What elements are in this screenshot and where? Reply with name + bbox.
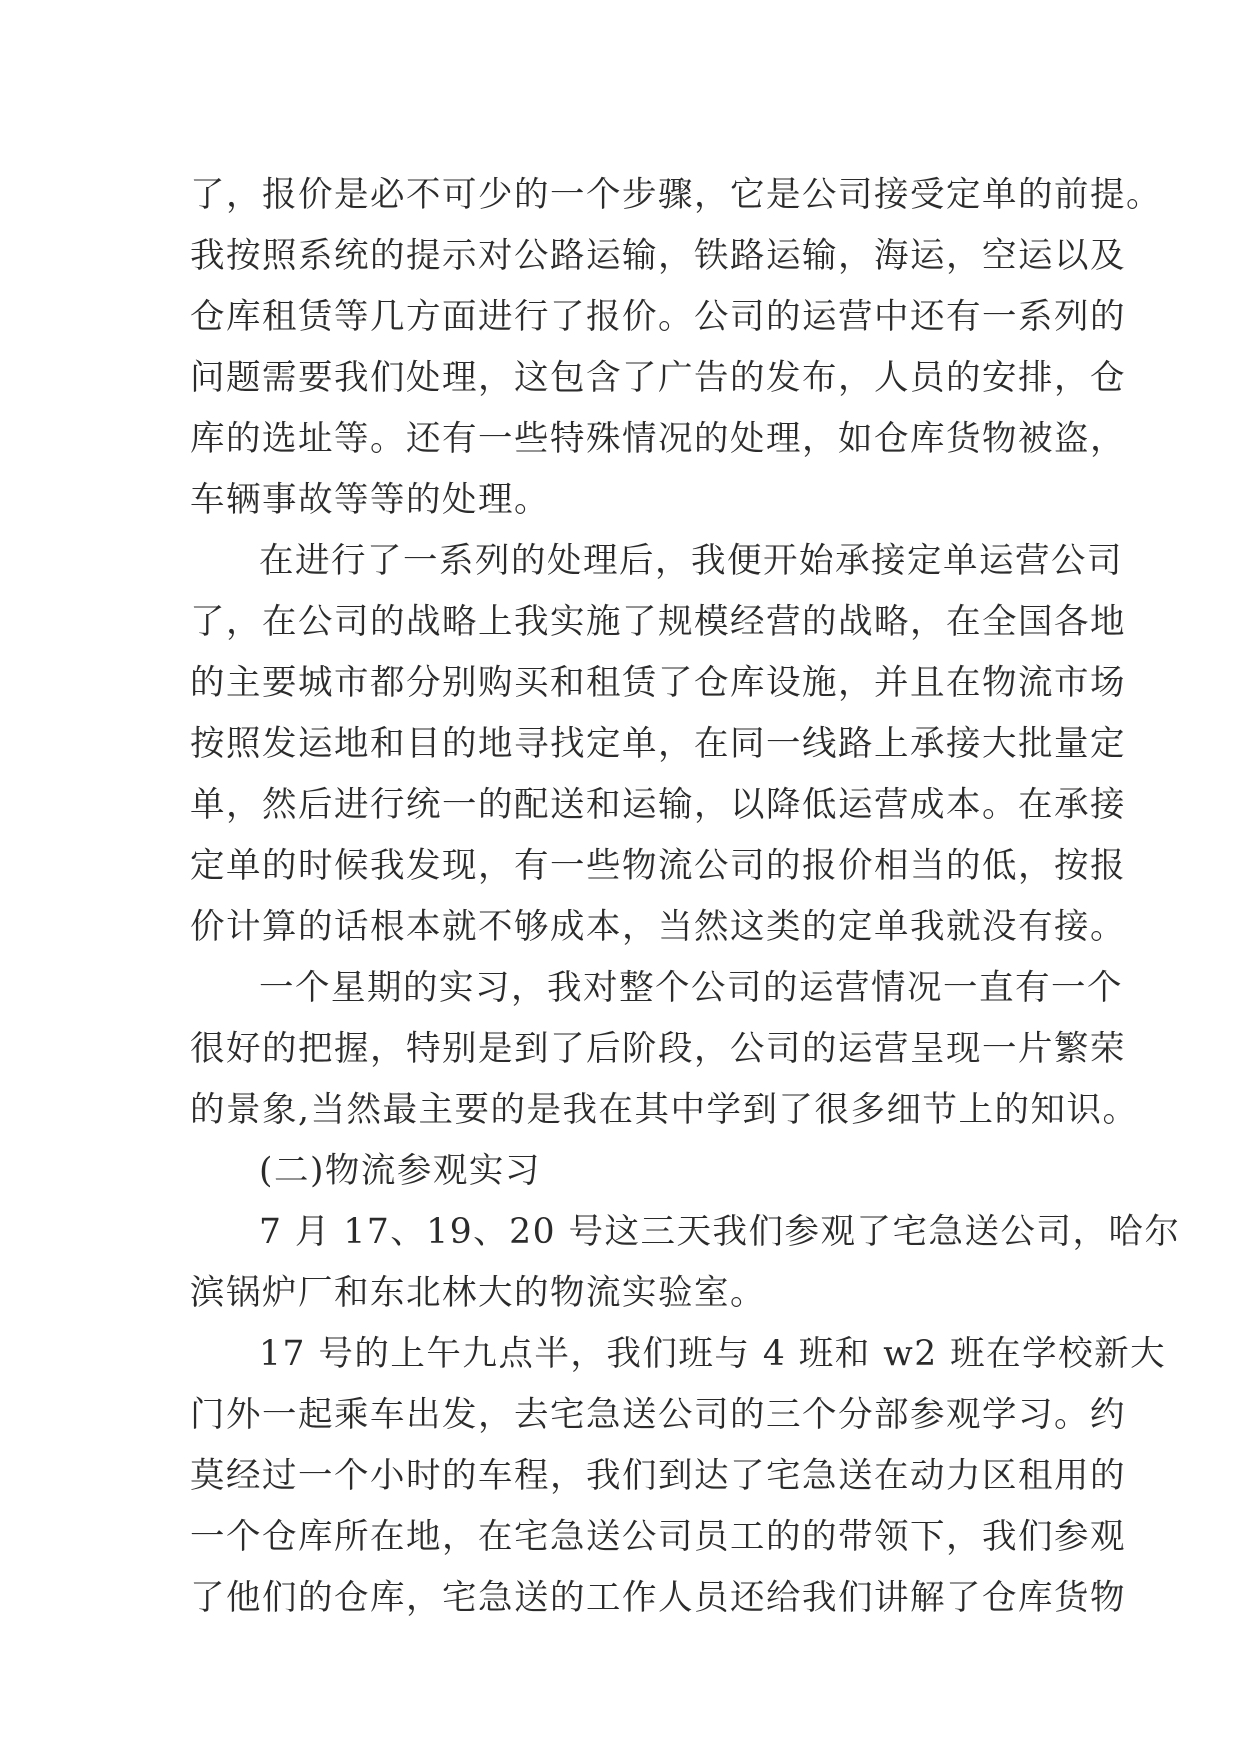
- text-line: 很好的把握，特别是到了后阶段，公司的运营呈现一片繁荣: [190, 1029, 1126, 1069]
- text-line: 我按照系统的提示对公路运输，铁路运输，海运，空运以及: [190, 236, 1126, 276]
- paragraph-start-line: 在进行了一系列的处理后，我便开始承接定单运营公司: [259, 541, 1123, 581]
- text-line: 了他们的仓库，宅急送的工作人员还给我们讲解了仓库货物: [190, 1578, 1126, 1618]
- text-line: 仓库租赁等几方面进行了报价。公司的运营中还有一系列的: [190, 297, 1126, 337]
- text-line: 单，然后进行统一的配送和运输，以降低运营成本。在承接: [190, 785, 1126, 825]
- text-line: 的主要城市都分别购买和租赁了仓库设施，并且在物流市场: [190, 663, 1126, 703]
- body-text: [190, 165, 1181, 1629]
- text-line: 门外一起乘车出发，去宅急送公司的三个分部参观学习。约: [190, 1395, 1126, 1435]
- text-line: 了，在公司的战略上我实施了规模经营的战略，在全国各地: [190, 602, 1126, 642]
- text-line: 一个仓库所在地，在宅急送公司员工的的带领下，我们参观: [190, 1517, 1126, 1557]
- text-line: 车辆事故等等的处理。: [190, 480, 550, 520]
- text-line: 按照发运地和目的地寻找定单，在同一线路上承接大批量定: [190, 724, 1126, 764]
- text-line: 莫经过一个小时的车程，我们到达了宅急送在动力区租用的: [190, 1456, 1126, 1496]
- text-line: 问题需要我们处理，这包含了广告的发布，人员的安排，仓: [190, 358, 1126, 398]
- paragraph-start-line: 17 号的上午九点半，我们班与 4 班和 w2 班在学校新大: [259, 1334, 1167, 1374]
- text-line: 滨锅炉厂和东北林大的物流实验室。: [190, 1273, 766, 1313]
- text-line: 定单的时候我发现，有一些物流公司的报价相当的低，按报: [190, 846, 1126, 886]
- text-line: 库的选址等。还有一些特殊情况的处理，如仓库货物被盗，: [190, 419, 1126, 459]
- section-heading: (二)物流参观实习: [259, 1151, 541, 1191]
- paragraph-start-line: 一个星期的实习，我对整个公司的运营情况一直有一个: [259, 968, 1123, 1008]
- text-line: 的景象,当然最主要的是我在其中学到了很多细节上的知识。: [190, 1090, 1139, 1130]
- text-line: 价计算的话根本就不够成本，当然这类的定单我就没有接。: [190, 907, 1126, 947]
- text-line: 了，报价是必不可少的一个步骤，它是公司接受定单的前提。: [190, 175, 1162, 215]
- paragraph-start-line: 7 月 17、19、20 号这三天我们参观了宅急送公司，哈尔: [259, 1212, 1181, 1252]
